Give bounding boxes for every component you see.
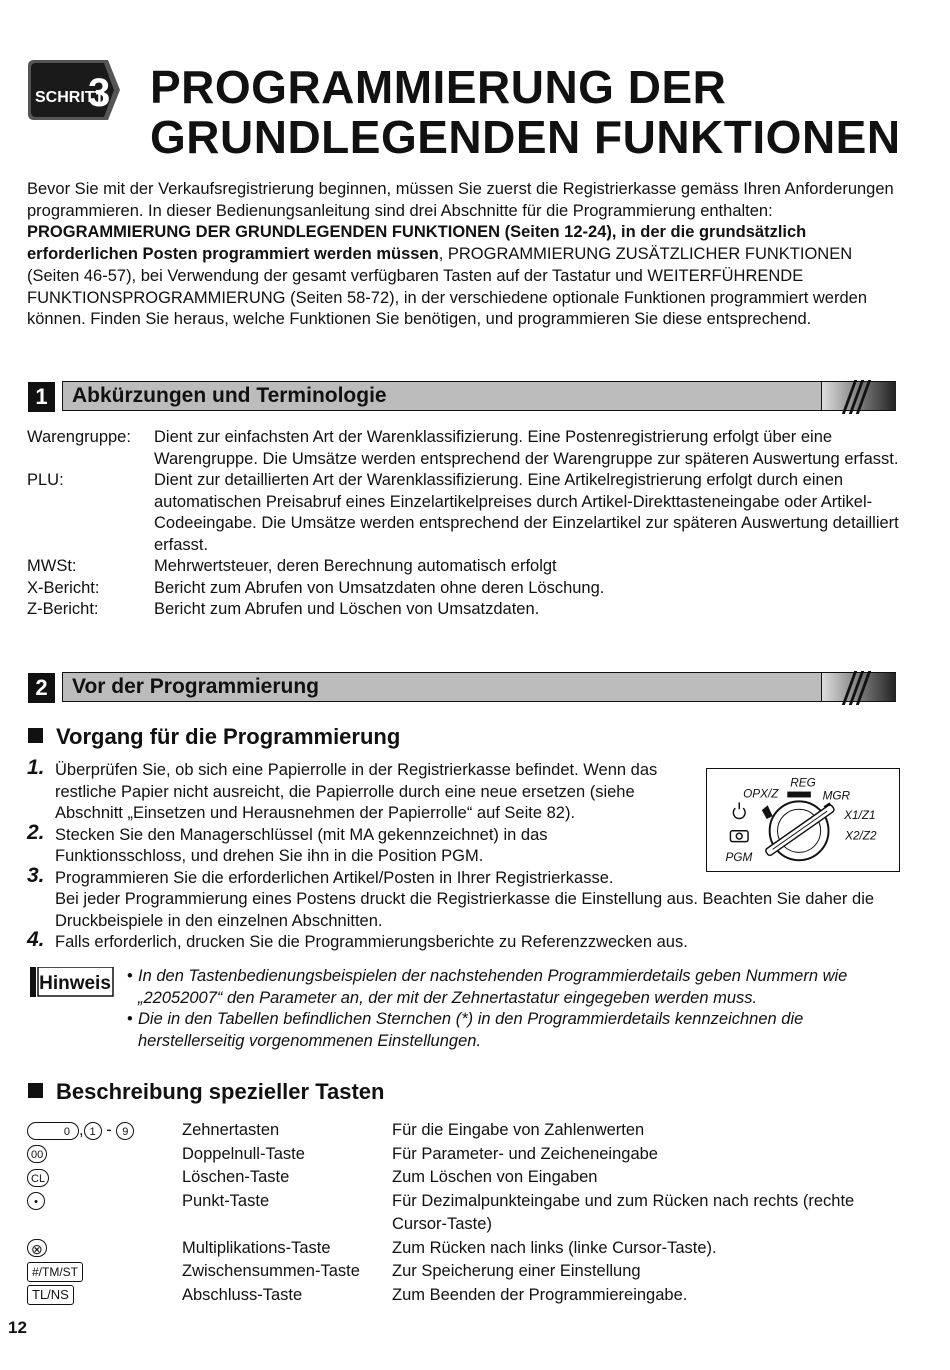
key-desc: Für die Eingabe von Zahlenwerten bbox=[392, 1121, 645, 1139]
label-pgm: PGM bbox=[725, 851, 753, 865]
key-desc: Zum Löschen von Eingaben bbox=[392, 1168, 598, 1186]
section-2-title: Vor der Programmierung bbox=[62, 672, 822, 702]
step-text-secondary: Bei jeder Programmierung eines Postens druckt die Registrierkasse die Einstellung aus. Beachten Sie daher die Druckbeispiele in den einzelnen Abschnitten. bbox=[55, 890, 875, 930]
step-item bbox=[27, 820, 615, 868]
section-2-number: 2 bbox=[28, 673, 55, 703]
notes-list bbox=[128, 966, 908, 1052]
note-label bbox=[30, 967, 114, 997]
definition-desc: Dient zur detaillierten Art der Warenklassifizierung. Eine Artikelregistrierung erfolgt durch einen automatischen Preisabruf eines Einzelartikelpreises durch Artikel-Direkttasteneingabe oder Artikel-Codeeingabe. Die Umsätze werden entsprechend der Einzelartikel zur späteren Auswertung detailliert erfasst. bbox=[154, 471, 899, 554]
step-number: 4. bbox=[27, 928, 45, 951]
section-bar-decoration bbox=[822, 381, 896, 411]
key-row bbox=[27, 1260, 907, 1284]
note-item: • In den Tastenbedienungsbeispielen der nachstehenden Programmierdetails geben Nummern wie „22052007“ den Parameter an, der mit der Zehnertastatur eingegeben werden muss. bbox=[127, 967, 848, 1007]
subheading-procedure bbox=[28, 724, 400, 750]
key-symbol bbox=[27, 1119, 182, 1143]
definition-desc: Bericht zum Abrufen und Löschen von Umsatzdaten. bbox=[154, 600, 540, 618]
key-desc: Für Dezimalpunkteingabe und zum Rücken nach rechts (rechte Cursor-Taste) bbox=[392, 1191, 855, 1233]
key-row bbox=[27, 1284, 907, 1308]
note-text: Die in den Tabellen befindlichen Sternchen (*) in den Programmierdetails kennzeichnen die herstellerseitig vorgenommenen Einstellungen. bbox=[138, 1010, 804, 1050]
subheading-procedure-text: Vorgang für die Programmierung bbox=[56, 724, 401, 749]
key-00-icon: 00 bbox=[27, 1145, 47, 1163]
label-opxz: OPX/Z bbox=[743, 787, 779, 801]
definition-desc: Dient zur einfachsten Art der Warenklassifizierung. Eine Postenregistrierung erfolgt über eine Warengruppe. Die Umsätze werden entsprechend der Warengruppe zur späteren Auswertung erfasst. bbox=[154, 428, 899, 468]
badge-number: 3 bbox=[88, 71, 111, 115]
key-total-icon: TL/NS bbox=[27, 1285, 74, 1305]
badge-word: SCHRITT bbox=[35, 89, 105, 106]
title-line-2: GRUNDLEGENDEN FUNKTIONEN bbox=[150, 111, 901, 163]
power-icon bbox=[733, 802, 745, 818]
definition-row bbox=[27, 599, 907, 621]
square-bullet-icon bbox=[28, 1083, 43, 1098]
key-name: Zwischensummen-Taste bbox=[182, 1262, 360, 1280]
key-row bbox=[27, 1237, 907, 1261]
step-item bbox=[27, 756, 705, 825]
key-1-icon: 1 bbox=[84, 1122, 102, 1140]
definitions-list bbox=[27, 427, 907, 621]
intro-text-1: Bevor Sie mit der Verkaufsregistrierung beginnen, müssen Sie zuerst die Registrierkasse gemäss Ihren Anforderungen programmieren. In dieser Bedienungsanleitung sind drei Abschnitte für die Programmierung enthalten: bbox=[27, 180, 894, 220]
step-item bbox=[27, 863, 902, 933]
step-number: 1. bbox=[27, 756, 45, 779]
special-keys-table bbox=[27, 1119, 907, 1307]
key-desc: Für Parameter- und Zeicheneingabe bbox=[392, 1144, 658, 1163]
label-reg: REG bbox=[790, 776, 816, 790]
key-row bbox=[27, 1119, 907, 1143]
definition-desc: Bericht zum Abrufen von Umsatzdaten ohne deren Löschung. bbox=[154, 578, 605, 597]
title-line-1: PROGRAMMIERUNG DER bbox=[150, 61, 727, 113]
key-subtotal-icon: #/TM/ST bbox=[27, 1262, 83, 1282]
key-row bbox=[27, 1190, 907, 1237]
key-point-icon: • bbox=[27, 1192, 45, 1210]
key-cl-icon: CL bbox=[27, 1169, 49, 1187]
section-1-header bbox=[28, 381, 896, 413]
section-2-header bbox=[28, 672, 896, 704]
key-desc: Zum Beenden der Programmiereingabe. bbox=[392, 1285, 688, 1304]
definition-row bbox=[27, 578, 907, 600]
note-label-text: Hinweis bbox=[39, 973, 111, 994]
subheading-special-keys-text: Beschreibung spezieller Tasten bbox=[56, 1079, 385, 1104]
subheading-special-keys bbox=[28, 1079, 384, 1105]
key-row bbox=[27, 1166, 907, 1190]
label-mgr: MGR bbox=[822, 789, 851, 803]
key-multiply-icon: ⊗ bbox=[27, 1239, 47, 1257]
section-1-title: Abkürzungen und Terminologie bbox=[62, 381, 822, 411]
page-title bbox=[150, 62, 901, 162]
square-bullet-icon bbox=[28, 728, 43, 743]
page-number: 12 bbox=[8, 1318, 27, 1337]
key-name: Löschen-Taste bbox=[182, 1168, 290, 1186]
mode-switch-illustration bbox=[706, 768, 900, 872]
step-text: Stecken Sie den Managerschlüssel (mit MA gekennzeichnet) in das Funktionsschloss, und drehen Sie ihn in die Position PGM. bbox=[55, 825, 548, 865]
key-row bbox=[27, 1143, 907, 1167]
definition-term: PLU: bbox=[27, 471, 64, 489]
intro-bold: PROGRAMMIERUNG DER GRUNDLEGENDEN FUNKTIONEN (Seiten 12-24), in der die grundsätzlich erforderlichen Posten programmiert werden müssen bbox=[27, 223, 807, 264]
key-name: Abschluss-Taste bbox=[182, 1285, 303, 1304]
step-text: Falls erforderlich, drucken Sie die Programmierungsberichte zu Referenzzwecken aus. bbox=[55, 933, 688, 951]
intro-paragraph bbox=[27, 179, 907, 331]
step-number: 3. bbox=[27, 863, 45, 887]
step-text: Programmieren Sie die erforderlichen Artikel/Posten in Ihrer Registrierkasse. bbox=[55, 868, 614, 887]
step-badge bbox=[28, 60, 120, 120]
key-desc: Zur Speicherung einer Einstellung bbox=[392, 1262, 641, 1280]
key-separator: , bbox=[79, 1121, 84, 1139]
step-number: 2. bbox=[27, 820, 45, 844]
intro-text-2: , PROGRAMMIERUNG ZUSÄTZLICHER FUNKTIONEN (Seiten 46-57), bei Verwendung der gesamt verfügbaren Tasten auf der Tastatur und WEITERFÜHRENDE FUNKTIONSPROGRAMMIERUNG (Seiten 58-72), in der verschiedene optionale Funktionen programmiert werden können. Finden Sie heraus, welche Funktionen Sie benötigen, und programmieren Sie diese entsprechend. bbox=[27, 245, 867, 329]
definition-row bbox=[27, 470, 907, 556]
label-x1z1: X1/Z1 bbox=[844, 809, 876, 823]
definition-term: X-Bericht: bbox=[27, 578, 100, 597]
definition-term: MWSt: bbox=[27, 557, 77, 575]
definition-term: Warengruppe: bbox=[27, 428, 131, 446]
key-name: Doppelnull-Taste bbox=[182, 1144, 305, 1163]
key-name: Multiplikations-Taste bbox=[182, 1238, 331, 1257]
key-separator: - bbox=[106, 1121, 112, 1139]
key-name: Zehnertasten bbox=[182, 1121, 280, 1139]
position-mark-opx bbox=[762, 805, 773, 819]
note-text: In den Tastenbedienungsbeispielen der nachstehenden Programmierdetails geben Nummern wie „22052007“ den Parameter an, der mit der Zehnertastatur eingegeben werden muss. bbox=[138, 967, 848, 1007]
step-text: Überprüfen Sie, ob sich eine Papierrolle in der Registrierkasse befindet. Wenn das restliche Papier nicht ausreicht, die Papierrolle durch eine neue ersetzen (siehe Abschnitt „Einsetzen und Herausnehmen der Papierrolle“ auf Seite 82). bbox=[55, 761, 658, 822]
definition-row bbox=[27, 556, 907, 578]
label-x2z2: X2/Z2 bbox=[845, 829, 877, 843]
key-0-icon: 0 bbox=[27, 1122, 79, 1140]
definition-desc: Mehrwertsteuer, deren Berechnung automatisch erfolgt bbox=[154, 557, 557, 575]
step-item bbox=[27, 928, 902, 954]
note-item: • Die in den Tabellen befindlichen Sternchen (*) in den Programmierdetails kennzeichnen die herstellerseitig vorgenommenen Einstellungen. bbox=[127, 1010, 804, 1050]
section-1-number: 1 bbox=[28, 382, 55, 412]
section-bar-decoration bbox=[822, 672, 896, 702]
register-icon bbox=[730, 831, 748, 842]
definition-row bbox=[27, 427, 907, 470]
definition-term: Z-Bericht: bbox=[27, 600, 99, 618]
position-mark-reg bbox=[787, 792, 811, 798]
key-9-icon: 9 bbox=[116, 1122, 134, 1140]
key-name: Punkt-Taste bbox=[182, 1191, 270, 1210]
key-desc: Zum Rücken nach links (linke Cursor-Taste). bbox=[392, 1238, 717, 1257]
